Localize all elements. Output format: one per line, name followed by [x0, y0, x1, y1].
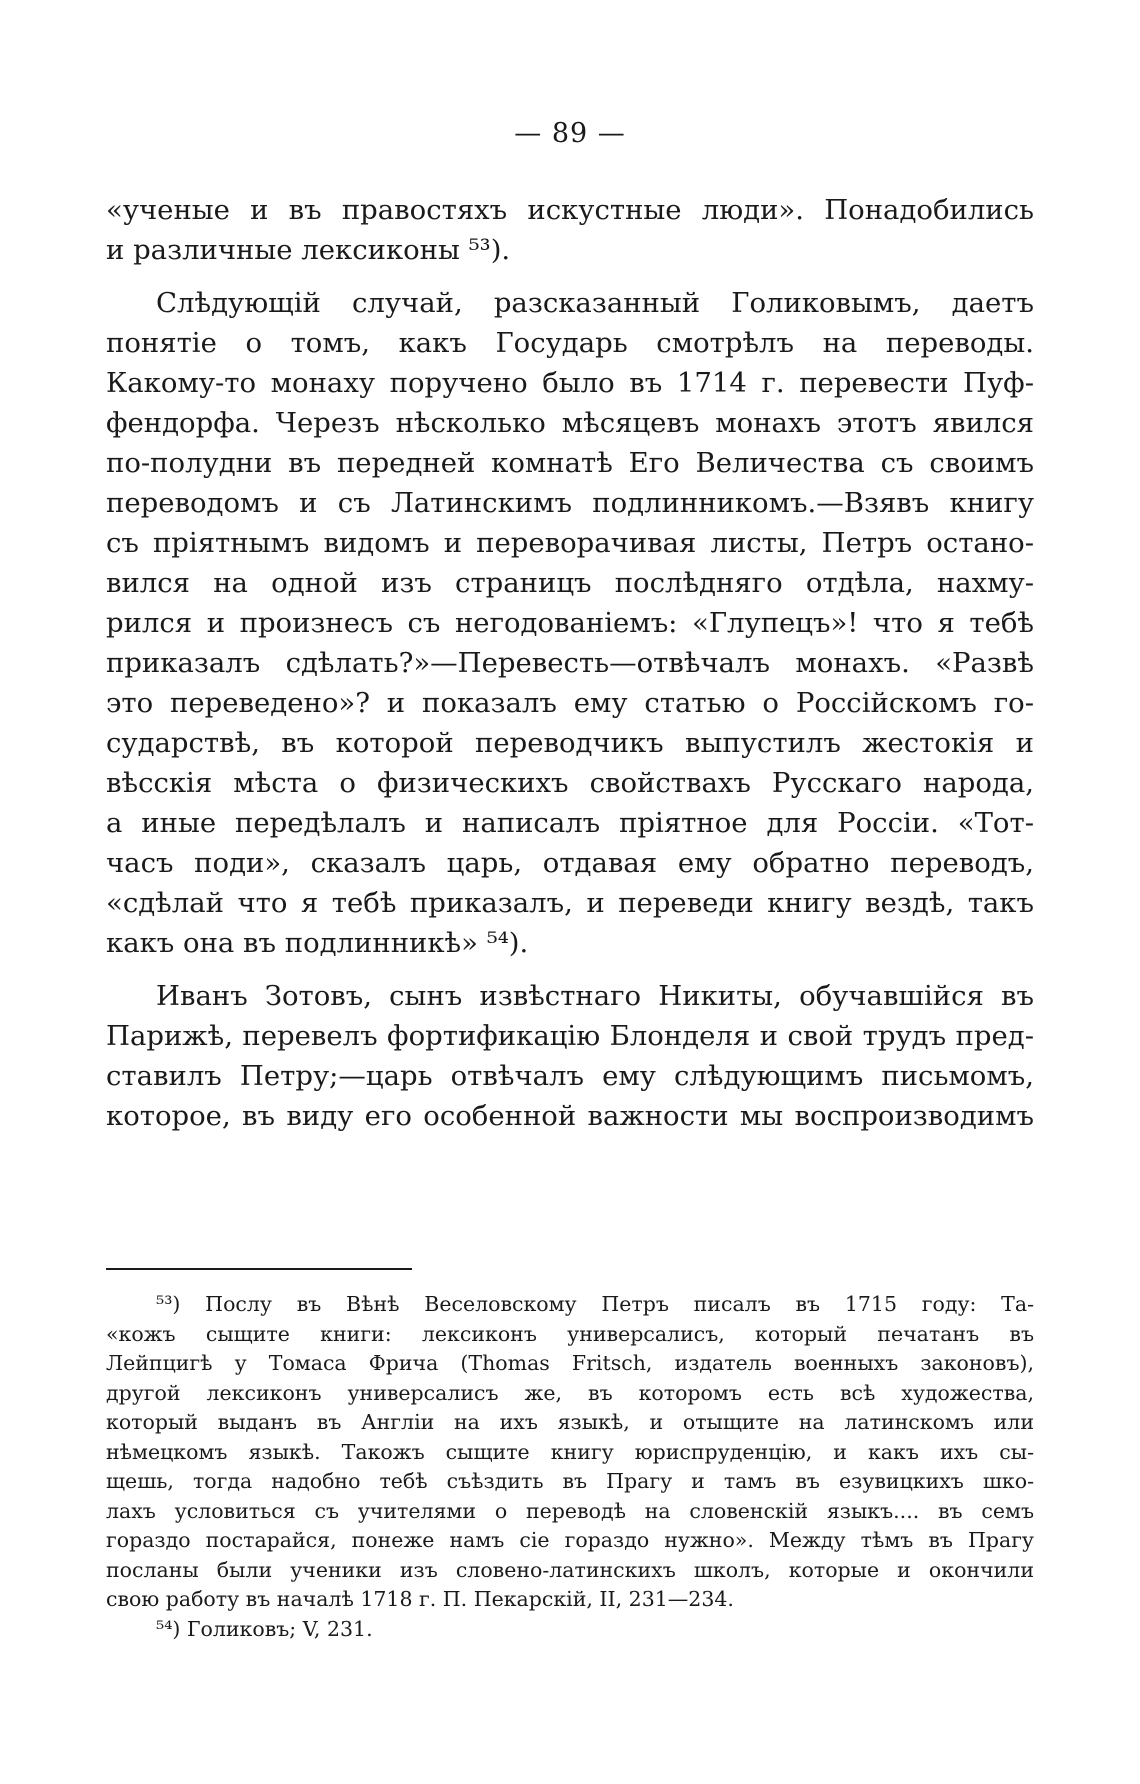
text-line: ставилъ Петру;—царь отвѣчалъ ему слѣдующимъ письмомъ,: [106, 1060, 1034, 1092]
text-line: которое, въ виду его особенной важности мы воспроизводимъ: [106, 1100, 1034, 1132]
text-line: Иванъ Зотовъ, сынъ извѣстнаго Никиты, обучавшійся въ: [156, 980, 1034, 1012]
text-line: по-полудни въ передней комнатѣ Его Величества съ своимъ: [106, 447, 1034, 479]
footnote-line: посланы были ученики изъ словено-латинскихъ школъ, которые и окончили: [106, 1557, 1034, 1582]
text-line: «сдѣлай что я тебѣ приказалъ, и переведи книгу вездѣ, такъ: [106, 887, 1034, 919]
text-line: Какому-то монаху поручено было въ 1714 г. перевести Пуф-: [106, 367, 1034, 399]
text-line: сударствѣ, въ которой переводчикъ выпустилъ жестокія и: [106, 727, 1034, 759]
text-line: а иные передѣлалъ и написалъ пріятное для Россіи. «Тот-: [106, 807, 1034, 839]
text-line: съ пріятнымъ видомъ и переворачивая листы, Петръ остано-: [106, 527, 1034, 559]
page-number: — 89 —: [514, 118, 626, 149]
text-line: это переведено»? и показалъ ему статью о Россійскомъ го-: [106, 687, 1034, 719]
text-line: вѣсскія мѣста о физическихъ свойствахъ Русскаго народа,: [106, 767, 1034, 799]
paragraph-gap: [106, 270, 1034, 283]
footnote-divider: [106, 1268, 412, 1270]
footnote-line: свою работу въ началѣ 1718 г. П. Пекарскій, II, 231—234.: [106, 1587, 734, 1611]
footnote-line: ⁵⁴) Голиковъ; V, 231.: [156, 1616, 373, 1641]
footnotes: [106, 1290, 1034, 1644]
footnote-line: лахъ условиться съ учителями о переводѣ на словенскій языкъ.... въ семъ: [106, 1498, 1034, 1523]
footnote-line: другой лексиконъ универсалисъ же, въ которомъ есть всѣ художества,: [106, 1380, 1034, 1405]
footnote-line: нѣмецкомъ языкѣ. Такожъ сыщите книгу юриспруденцію, и какъ ихъ сы-: [106, 1439, 1034, 1464]
text-line: рился и произнесъ съ негодованіемъ: «Глупецъ»! что я тебѣ: [106, 607, 1034, 639]
text-line: понятіе о томъ, какъ Государь смотрѣлъ на переводы.: [106, 327, 1034, 359]
footnote-line: ⁵³) Послу въ Вѣнѣ Веселовскому Петръ писалъ въ 1715 году: Та-: [156, 1292, 1034, 1316]
text-line: фендорфа. Черезъ нѣсколько мѣсяцевъ монахъ этотъ явился: [106, 407, 1034, 439]
text-line: приказалъ сдѣлать?»—Перевесть—отвѣчалъ монахъ. «Развѣ: [106, 647, 1034, 679]
text-line: «ученые и въ правостяхъ искустные люди». Понадобились: [106, 194, 1034, 226]
main-text: [106, 190, 1034, 1136]
footnote-line: который выданъ въ Англіи на ихъ языкѣ, и отыщите на латинскомъ или: [106, 1410, 1034, 1434]
text-line: вился на одной изъ страницъ послѣдняго отдѣла, нахму-: [106, 567, 1034, 599]
text-line: переводомъ и съ Латинскимъ подлинникомъ.—Взявъ книгу: [106, 487, 1034, 519]
paragraph-gap: [106, 963, 1034, 976]
text-line: часъ поди», сказалъ царь, отдавая ему обратно переводъ,: [106, 847, 1034, 879]
text-line: какъ она въ подлинникѣ» ⁵⁴).: [106, 927, 529, 959]
text-line: и различные лексиконы ⁵³).: [106, 234, 511, 266]
text-line: Парижѣ, перевелъ фортификацію Блонделя и свой трудъ пред-: [106, 1020, 1034, 1052]
footnote-line: «кожъ сыщите книги: лексиконъ универсалисъ, который печатанъ въ: [106, 1321, 1034, 1346]
footnote-line: гораздо постарайся, понеже намъ сіе гораздо нужно». Между тѣмъ въ Прагу: [106, 1528, 1034, 1552]
text-line: Слѣдующій случай, разсказанный Голиковымъ, даетъ: [156, 287, 1034, 319]
footnote-line: Лейпцигѣ у Томаса Фрича (Thomas Fritsch, издатель военныхъ законовъ),: [106, 1351, 1034, 1375]
footnote-line: щешь, тогда надобно тебѣ съѣздить въ Прагу и тамъ въ езувицкихъ шко-: [106, 1469, 1034, 1493]
